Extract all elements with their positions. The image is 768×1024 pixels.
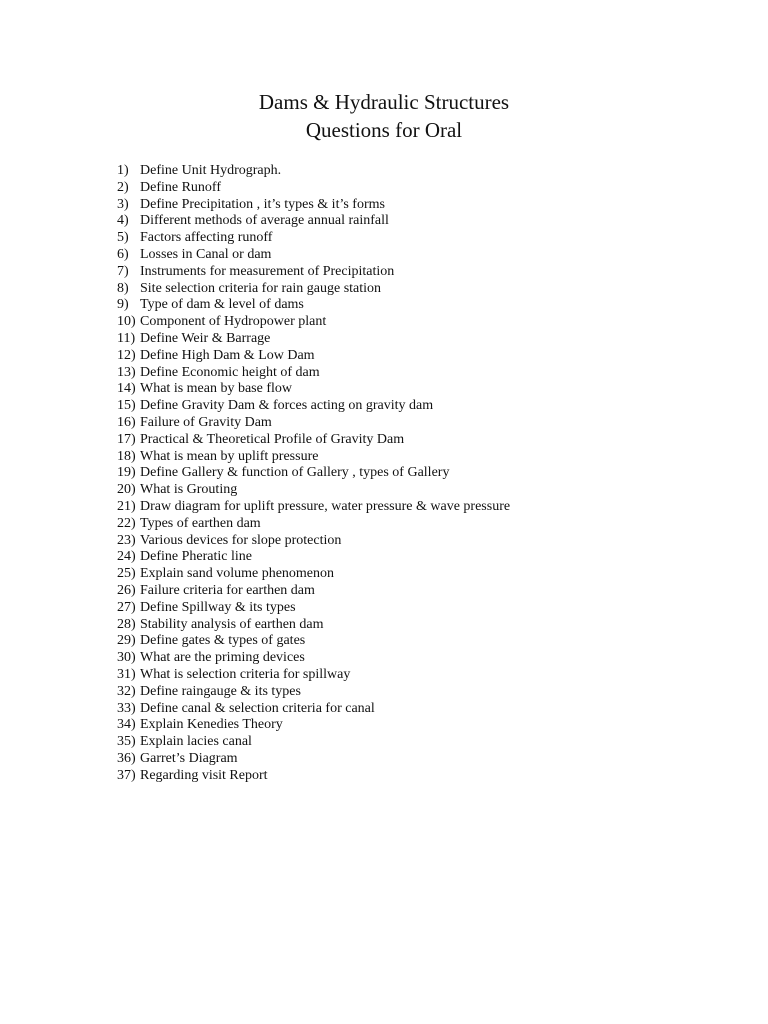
question-number: 36) bbox=[117, 750, 136, 766]
question-item bbox=[117, 381, 510, 398]
question-number: 8) bbox=[117, 280, 129, 296]
question-number: 10) bbox=[117, 314, 136, 330]
question-number: 25) bbox=[117, 566, 136, 582]
question-item bbox=[117, 482, 510, 499]
question-text: Define Economic height of dam bbox=[140, 364, 320, 380]
question-text: Explain sand volume phenomenon bbox=[140, 566, 335, 582]
question-text: Explain lacies canal bbox=[140, 734, 252, 750]
question-item bbox=[117, 717, 510, 734]
document-subtitle: Questions for Oral bbox=[305, 118, 463, 142]
question-text: Various devices for slope protection bbox=[140, 532, 342, 548]
question-text: Types of earthen dam bbox=[140, 515, 261, 531]
question-text: Regarding visit Report bbox=[140, 767, 268, 783]
question-text: Define canal & selection criteria for canal bbox=[140, 700, 375, 716]
question-item bbox=[117, 230, 510, 247]
question-number: 33) bbox=[117, 700, 136, 716]
question-text: Define Unit Hydrograph. bbox=[140, 163, 282, 178]
question-text: Garret’s Diagram bbox=[140, 750, 238, 766]
question-text: Define Weir & Barrage bbox=[140, 330, 271, 346]
question-item bbox=[117, 331, 510, 348]
question-item bbox=[117, 499, 510, 516]
question-number: 6) bbox=[117, 246, 129, 262]
question-text: What are the priming devices bbox=[140, 650, 305, 666]
question-text: Component of Hydropower plant bbox=[140, 314, 327, 330]
question-number: 23) bbox=[117, 532, 136, 548]
question-text: Site selection criteria for rain gauge station bbox=[140, 280, 382, 296]
question-text: What is mean by base flow bbox=[140, 381, 293, 397]
question-text: Stability analysis of earthen dam bbox=[140, 616, 324, 632]
question-text: Define Pheratic line bbox=[140, 549, 252, 565]
question-item bbox=[117, 415, 510, 432]
question-text: Different methods of average annual rainfall bbox=[140, 213, 389, 229]
question-text: Losses in Canal or dam bbox=[140, 246, 272, 262]
question-item bbox=[117, 449, 510, 466]
question-number: 1) bbox=[117, 163, 129, 178]
question-item bbox=[117, 533, 510, 550]
question-text: Define Runoff bbox=[140, 179, 221, 195]
question-number: 15) bbox=[117, 398, 136, 414]
question-number: 29) bbox=[117, 633, 136, 649]
question-text: Define Spillway & its types bbox=[140, 599, 296, 615]
question-number: 19) bbox=[117, 465, 136, 481]
question-text: Draw diagram for uplift pressure, water pressure & wave pressure bbox=[140, 498, 511, 514]
question-item bbox=[117, 566, 510, 583]
question-item bbox=[117, 633, 510, 650]
question-text: Define Gallery & function of Gallery , types of Gallery bbox=[140, 465, 450, 481]
question-item bbox=[117, 617, 510, 634]
question-text: Define raingauge & its types bbox=[140, 683, 301, 699]
question-number: 3) bbox=[117, 196, 129, 212]
question-item bbox=[117, 365, 510, 382]
question-item bbox=[117, 432, 510, 449]
question-number: 31) bbox=[117, 666, 136, 682]
question-item bbox=[117, 734, 510, 751]
question-text: Practical & Theoretical Profile of Gravity Dam bbox=[140, 431, 405, 447]
question-number: 21) bbox=[117, 498, 136, 514]
question-text: Factors affecting runoff bbox=[140, 230, 273, 246]
question-item bbox=[117, 768, 510, 785]
question-number: 20) bbox=[117, 482, 136, 498]
question-text: Define High Dam & Low Dam bbox=[140, 347, 315, 363]
question-number: 18) bbox=[117, 448, 136, 464]
question-item bbox=[117, 264, 510, 281]
question-text: Instruments for measurement of Precipitation bbox=[140, 263, 395, 279]
question-number: 17) bbox=[117, 431, 136, 447]
question-number: 27) bbox=[117, 599, 136, 615]
question-text: What is mean by uplift pressure bbox=[140, 448, 319, 464]
question-number: 35) bbox=[117, 734, 136, 750]
question-text: Define gates & types of gates bbox=[140, 633, 306, 649]
question-item bbox=[117, 667, 510, 684]
question-number: 4) bbox=[117, 213, 129, 229]
question-number: 14) bbox=[117, 381, 136, 397]
question-number: 7) bbox=[117, 263, 129, 279]
question-item bbox=[117, 247, 510, 264]
question-number: 5) bbox=[117, 230, 129, 246]
question-text: What is Grouting bbox=[140, 482, 238, 498]
question-item bbox=[117, 583, 510, 600]
question-item bbox=[117, 163, 510, 180]
question-number: 26) bbox=[117, 582, 136, 598]
question-item bbox=[117, 180, 510, 197]
question-item bbox=[117, 398, 510, 415]
question-number: 11) bbox=[117, 330, 136, 346]
question-text: Type of dam & level of dams bbox=[140, 297, 304, 313]
question-item bbox=[117, 465, 510, 482]
question-item bbox=[117, 650, 510, 667]
question-item bbox=[117, 348, 510, 365]
question-text: Failure of Gravity Dam bbox=[140, 414, 272, 430]
title-block bbox=[0, 88, 768, 144]
question-number: 13) bbox=[117, 364, 136, 380]
question-number: 2) bbox=[117, 179, 129, 195]
question-item bbox=[117, 281, 510, 298]
question-text: Explain Kenedies Theory bbox=[140, 717, 283, 733]
question-number: 32) bbox=[117, 683, 136, 699]
question-number: 24) bbox=[117, 549, 136, 565]
question-number: 34) bbox=[117, 717, 136, 733]
question-item bbox=[117, 297, 510, 314]
question-item bbox=[117, 516, 510, 533]
question-item bbox=[117, 197, 510, 214]
question-list bbox=[117, 163, 510, 784]
question-text: Define Gravity Dam & forces acting on gravity dam bbox=[140, 398, 434, 414]
question-item bbox=[117, 549, 510, 566]
question-text: What is selection criteria for spillway bbox=[140, 666, 351, 682]
question-number: 37) bbox=[117, 767, 136, 783]
document-title: Dams & Hydraulic Structures bbox=[258, 90, 510, 114]
question-number: 12) bbox=[117, 347, 136, 363]
question-item bbox=[117, 701, 510, 718]
question-number: 22) bbox=[117, 515, 136, 531]
question-text: Define Precipitation , it’s types & it’s forms bbox=[140, 196, 385, 212]
question-number: 9) bbox=[117, 297, 129, 313]
question-item bbox=[117, 314, 510, 331]
question-text: Failure criteria for earthen dam bbox=[140, 582, 315, 598]
question-item bbox=[117, 751, 510, 768]
question-item bbox=[117, 600, 510, 617]
question-number: 28) bbox=[117, 616, 136, 632]
question-number: 30) bbox=[117, 650, 136, 666]
question-number: 16) bbox=[117, 414, 136, 430]
question-item bbox=[117, 213, 510, 230]
question-item bbox=[117, 684, 510, 701]
